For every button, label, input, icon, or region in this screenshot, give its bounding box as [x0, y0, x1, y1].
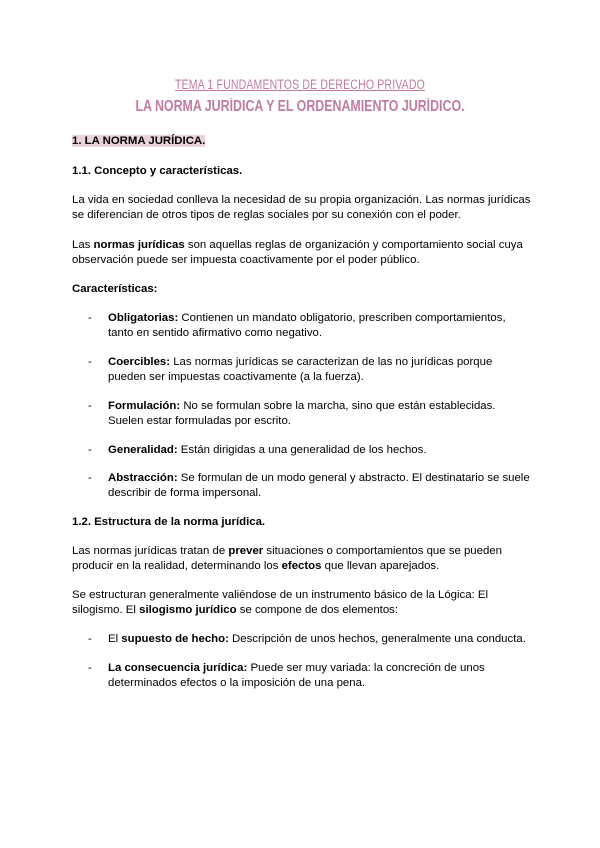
bold-term: silogismo jurídico — [139, 604, 237, 616]
text: El — [108, 633, 122, 645]
course-title: TEMA 1 FUNDAMENTOS DE DERECHO PRIVADO — [175, 77, 425, 92]
paragraph — [72, 238, 532, 268]
bullet-dash: - — [88, 633, 92, 645]
desc: Puede ser muy variada: la concreción de unos determinados efectos o la imposición de una pena. — [108, 662, 485, 689]
desc: No se formulan sobre la marcha, sino que están establecidas. Suelen estar formuladas por escrito. — [108, 400, 496, 427]
text: Las normas jurídicas tratan de — [72, 545, 229, 557]
bullet-dash: - — [88, 356, 92, 368]
bullet-dash: - — [88, 472, 92, 484]
paragraph: La vida en sociedad conlleva la necesidad de su propia organización. Las normas jurídicas se diferencian de otros tipos de reglas sociales por su conexión con el poder. — [72, 194, 531, 221]
document-title: LA NORMA JURÍDICA Y EL ORDENAMIENTO JURÍDICO. — [135, 98, 465, 115]
term: La consecuencia jurídica: — [108, 662, 248, 674]
bullet-dash: - — [88, 312, 92, 324]
section-heading-text: 1. LA NORMA JURÍDICA. — [72, 135, 206, 147]
term: Obligatorias: — [108, 312, 179, 324]
text: se compone de dos elementos: — [236, 604, 399, 616]
term: Formulación: — [108, 400, 181, 412]
text: que llevan aparejados. — [321, 560, 440, 572]
text: son aquellas reglas de organización y comportamiento social cuya observación puede ser impuesta coactivamente por el poder público. — [72, 239, 523, 266]
desc: Están dirigidas a una generalidad de los hechos. — [177, 444, 427, 456]
paragraph — [72, 544, 532, 574]
bullet-dash: - — [88, 400, 92, 412]
bold-term: normas jurídicas — [93, 239, 185, 251]
term: Abstracción: — [108, 472, 178, 484]
subsection-heading: 1.2. Estructura de la norma jurídica. — [72, 516, 266, 528]
desc: Las normas jurídicas se caracterizan de las no jurídicas porque pueden ser impuestas coactivamente (a la fuerza). — [108, 356, 493, 383]
text: situaciones o comportamientos que se pueden producir en la realidad, determinando los — [72, 545, 502, 572]
text: Se estructuran generalmente valiéndose de un instrumento básico de la Lógica: El silogismo. El — [72, 589, 489, 616]
bold-term: efectos — [281, 560, 322, 572]
subsection-heading: 1.1. Concepto y características. — [72, 165, 243, 177]
term: Coercibles: — [108, 356, 171, 368]
desc: Contienen un mandato obligatorio, prescriben comportamientos, tanto en sentido afirmativo como negativo. — [108, 312, 506, 339]
label: Características: — [72, 283, 158, 295]
term: supuesto de hecho: — [121, 633, 229, 645]
bullet-dash: - — [88, 662, 92, 674]
paragraph — [72, 588, 532, 618]
bold-term: prever — [228, 545, 264, 557]
term: Generalidad: — [108, 444, 178, 456]
desc: Se formulan de un modo general y abstracto. El destinatario se suele describir de forma impersonal. — [108, 472, 530, 499]
text: Las — [72, 239, 94, 251]
section-heading — [72, 134, 532, 149]
desc: Descripción de unos hechos, generalmente una conducta. — [228, 633, 526, 645]
bullet-dash: - — [88, 444, 92, 456]
